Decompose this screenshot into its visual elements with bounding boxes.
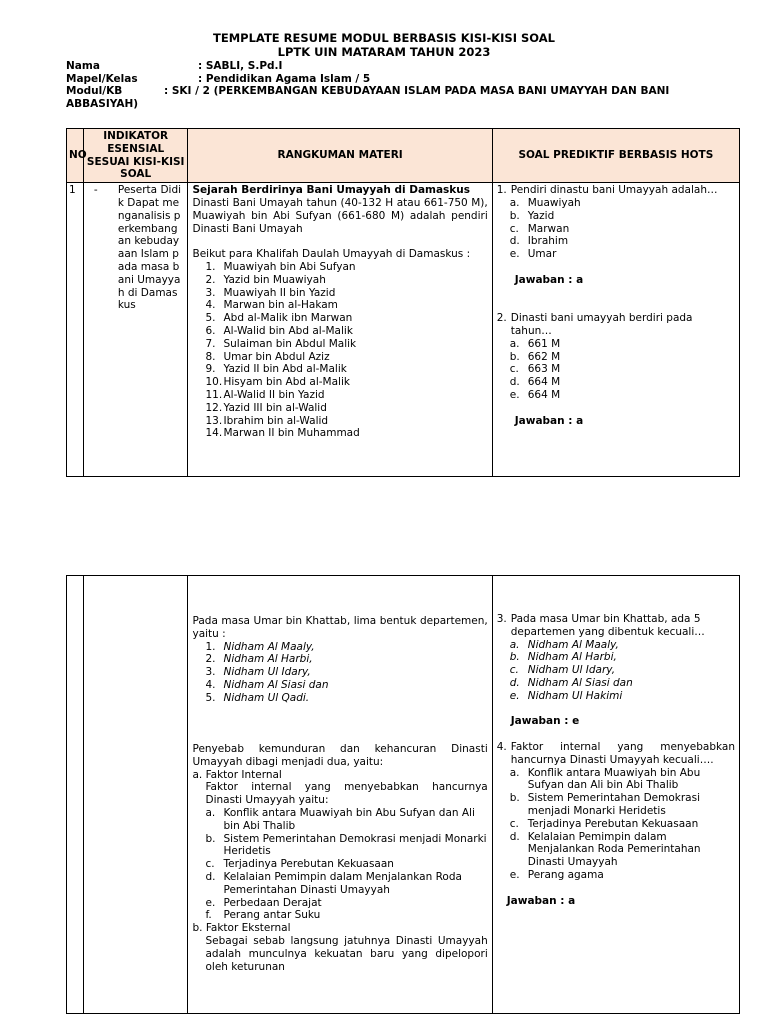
option-item-text: 662 M	[527, 350, 561, 363]
materi-paragraph: Penyebab kemunduran dan kehancuran Dinasti Umayyah dibagi menjadi dua, yaitu:	[192, 742, 488, 768]
khalifah-item	[205, 389, 487, 402]
khalifah-item-marker: 10.	[205, 376, 223, 389]
internal-factor-item	[205, 807, 487, 833]
option-item-text: 663 M	[527, 363, 561, 376]
faktor-internal-text: Faktor internal yang menyebabkan hancurnya Dinasti Umayyah yaitu:	[205, 781, 488, 807]
soal-cell	[492, 183, 739, 477]
khalifah-item-marker: 4.	[205, 299, 216, 312]
resume-table-page-1	[66, 128, 740, 477]
khalifah-item	[205, 299, 487, 312]
option-item-marker: c.	[509, 222, 519, 235]
materi-paragraph: Dinasti Bani Umayah tahun (40-132 H atau 661-750 M), Muawiyah bin Abi Sufyan (661-680 M) adalah pendiri Dinasti Bani Umayah	[192, 196, 488, 235]
departemen-item-marker: 1.	[205, 640, 216, 653]
indikator-cell	[83, 183, 188, 477]
question-text: Faktor internal yang menyebabkan hancurnya Dinasti Umayyah kecuali….	[510, 740, 735, 766]
option-item-marker: e.	[509, 868, 520, 881]
question-text: Pendiri dinastu bani Umayyah adalah…	[510, 184, 718, 197]
option-item	[510, 664, 735, 677]
answer: Jawaban : a	[514, 414, 584, 427]
khalifah-item-text: Yazid bin Muawiyah	[223, 273, 326, 286]
title-line-1: TEMPLATE RESUME MODUL BERBASIS KISI-KISI SOAL	[213, 31, 555, 45]
departemen-item-text: Nidham Ul Qadi.	[223, 691, 310, 704]
materi-paragraph: Pada masa Umar bin Khattab, lima bentuk departemen, yaitu :	[192, 615, 488, 640]
faktor-internal-label: a. Faktor Internal	[192, 768, 282, 781]
internal-factor-item-marker: b.	[205, 832, 216, 845]
internal-factor-item	[205, 833, 487, 859]
option-item-marker: a.	[509, 196, 520, 209]
options-list	[497, 767, 735, 882]
answer: Jawaban : a	[506, 894, 576, 907]
modul-row	[66, 85, 726, 98]
modul-value-continued: ABBASIYAH)	[66, 97, 139, 110]
option-item-marker: b.	[509, 350, 520, 363]
header-no: NO	[67, 129, 84, 183]
options-list	[497, 338, 735, 402]
option-item	[510, 389, 735, 402]
khalifah-item-marker: 5.	[205, 312, 216, 325]
option-item-text: Sistem Pemerintahan Demokrasi menjadi Monarki Heridetis	[527, 792, 700, 817]
khalifah-item-marker: 8.	[205, 350, 216, 363]
internal-list	[192, 807, 487, 922]
khalifah-item-marker: 2.	[205, 273, 216, 286]
khalifah-item	[205, 274, 487, 287]
option-item-marker: d.	[509, 676, 520, 689]
departemen-item-text: Nidham Al Siasi dan	[223, 678, 329, 691]
modul-value: : SKI / 2 (PERKEMBANGAN KEBUDAYAAN ISLAM PADA MASA BANI UMAYYAH DAN BANI	[164, 85, 670, 98]
option-item-marker: c.	[509, 817, 519, 830]
option-item-text: Nidham Al Siasi dan	[527, 676, 633, 689]
option-item	[510, 210, 735, 223]
option-item-marker: a.	[509, 766, 520, 779]
mapel-row	[66, 73, 726, 86]
internal-factor-item-marker: d.	[205, 870, 216, 883]
option-item	[510, 639, 735, 652]
option-item-text: Perang agama	[527, 868, 604, 881]
khalifah-item	[205, 427, 487, 440]
departemen-item-text: Nidham Ul Idary,	[223, 666, 311, 679]
khalifah-item-marker: 12.	[205, 401, 223, 414]
option-item-text: Yazid	[527, 209, 555, 222]
materi-cell	[188, 576, 492, 1014]
title-line-2: LPTK UIN MATARAM TAHUN 2023	[277, 44, 491, 59]
option-item-text: Nidham Al Maaly,	[527, 638, 619, 651]
nama-row	[66, 60, 726, 73]
internal-factor-item	[205, 871, 487, 897]
row-number: 1	[67, 183, 84, 477]
question-4: 4. Faktor internal yang menyebabkan hancurnya Dinasti Umayyah kecuali….	[496, 740, 735, 766]
table-header-row	[67, 129, 740, 183]
option-item-marker: a.	[509, 638, 520, 651]
option-item	[510, 869, 735, 882]
option-item	[510, 677, 735, 690]
khalifah-item-text: Marwan bin al-Hakam	[223, 299, 338, 312]
khalifah-item	[205, 415, 487, 428]
khalifah-item	[205, 402, 487, 415]
modul-label: Modul/KB	[66, 85, 123, 98]
khalifah-item-marker: 14.	[205, 427, 223, 440]
khalifah-item	[205, 261, 487, 274]
departemen-item-text: Nidham Al Maaly,	[223, 640, 315, 653]
option-item	[510, 235, 735, 248]
nama-value: : SABLI, S.Pd.I	[198, 60, 283, 72]
options-list	[497, 197, 735, 261]
option-item-text: Ibrahim	[527, 235, 569, 248]
departemen-item-marker: 2.	[205, 653, 216, 666]
option-item-marker: c.	[509, 363, 519, 376]
khalifah-item-text: Yazid III bin al-Walid	[223, 401, 327, 414]
option-item-text: 664 M	[527, 376, 561, 389]
khalifah-list	[192, 261, 487, 440]
option-item	[510, 248, 735, 261]
khalifah-item-text: Abd al-Malik ibn Marwan	[223, 312, 353, 325]
departemen-item-marker: 4.	[205, 678, 216, 691]
option-item	[510, 376, 735, 389]
option-item-text: Nidham Ul Hakimi	[527, 689, 623, 702]
option-item-text: Konflik antara Muawiyah bin Abu Sufyan dan Ali bin Abi Thalib	[527, 766, 701, 792]
indikator-cell-empty	[83, 576, 188, 1014]
option-item	[510, 651, 735, 664]
option-item-text: Marwan	[527, 222, 570, 235]
khalifah-item-marker: 6.	[205, 324, 216, 337]
option-item-text: Terjadinya Perebutan Kekuasaan	[527, 817, 699, 830]
option-item	[510, 223, 735, 236]
option-item-marker: b.	[509, 792, 520, 805]
khalifah-item	[205, 376, 487, 389]
khalifah-item-text: Muawiyah II bin Yazid	[223, 286, 336, 299]
option-item	[510, 767, 735, 793]
option-item-marker: e.	[509, 689, 520, 702]
question-2: 2. Dinasti bani umayyah berdiri pada tahun…	[497, 312, 735, 338]
option-item-text: Muawiyah	[527, 196, 581, 209]
khalifah-item-marker: 3.	[205, 286, 216, 299]
header-rangkuman: RANGKUMAN MATERI	[188, 129, 492, 183]
option-item-marker: e.	[509, 388, 520, 401]
khalifah-item	[205, 363, 487, 376]
option-item	[510, 338, 735, 351]
option-item	[510, 351, 735, 364]
materi-title: Sejarah Berdirinya Bani Umayyah di Damaskus	[192, 184, 471, 197]
internal-factor-item	[205, 909, 487, 922]
internal-factor-item-text: Perbedaan Derajat	[223, 896, 322, 909]
option-item	[510, 792, 735, 818]
khalifah-item-text: Ibrahim bin al-Walid	[223, 414, 329, 427]
option-item	[510, 363, 735, 376]
internal-factor-item-marker: c.	[205, 858, 215, 871]
option-item-marker: b.	[509, 651, 520, 664]
question-3: 3. Pada masa Umar bin Khattab, ada 5 departemen yang dibentuk kecuali…	[497, 613, 735, 639]
departemen-item	[205, 641, 487, 654]
departemen-item	[205, 653, 487, 666]
option-item-marker: d.	[509, 830, 520, 843]
option-item-text: Nidham Al Harbi,	[527, 651, 617, 664]
question-text: Pada masa Umar bin Khattab, ada 5 departemen yang dibentuk kecuali…	[510, 613, 705, 638]
option-item	[510, 197, 735, 210]
answer: Jawaban : a	[514, 273, 584, 286]
option-item-text: Kelalaian Pemimpin dalam Menjalankan Roda Pemerintahan Dinasti Umayyah	[527, 830, 701, 869]
option-item-marker: d.	[509, 376, 520, 389]
option-item-text: 664 M	[527, 388, 561, 401]
materi-cell	[188, 183, 492, 477]
indikator-text: Peserta Didik Dapat menganalisis perkembangan kebudayaan Islam pada masa bani Umayyah di Damaskus	[117, 184, 182, 312]
internal-factor-item-text: Sistem Pemerintahan Demokrasi menjadi Monarki Heridetis	[223, 832, 487, 858]
khalifah-item-text: Al-Walid bin Abd al-Malik	[223, 324, 353, 337]
option-item	[510, 831, 735, 869]
departemen-item-marker: 5.	[205, 691, 216, 704]
options-list	[497, 639, 735, 703]
khalifah-item	[205, 351, 487, 364]
question-1: 1. Pendiri dinastu bani Umayyah adalah…	[497, 184, 735, 197]
khalifah-item-marker: 13.	[205, 414, 223, 427]
khalifah-item-marker: 9.	[205, 363, 216, 376]
departemen-list	[192, 641, 487, 705]
departemen-item-marker: 3.	[205, 666, 216, 679]
soal-cell	[492, 576, 739, 1014]
faktor-eksternal-text: Sebagai sebab langsung jatuhnya Dinasti Umayyah adalah munculnya kekuatan baru yang dipelopori oleh keturunan	[205, 934, 488, 973]
faktor-eksternal-label: b. Faktor Eksternal	[192, 922, 291, 935]
mapel-value: : Pendidikan Agama Islam / 5	[198, 72, 371, 85]
khalifah-item	[205, 338, 487, 351]
mapel-label: Mapel/Kelas	[66, 72, 138, 85]
option-item-text: 661 M	[527, 337, 561, 350]
question-text: Dinasti bani umayyah berdiri pada tahun…	[510, 312, 693, 337]
option-item-text: Umar	[527, 248, 557, 261]
materi-paragraph: Beikut para Khalifah Daulah Umayyah di Damaskus :	[192, 248, 471, 261]
option-item-marker: e.	[509, 248, 520, 261]
khalifah-item-marker: 11.	[205, 388, 223, 401]
option-item-marker: b.	[509, 209, 520, 222]
khalifah-item-text: Sulaiman bin Abdul Malik	[223, 337, 357, 350]
internal-factor-item-text: Terjadinya Perebutan Kekuasaan	[223, 858, 394, 871]
internal-factor-item-text: Konflik antara Muawiyah bin Abu Sufyan dan Ali bin Abi Thalib	[223, 806, 475, 832]
internal-factor-item	[205, 858, 487, 871]
internal-factor-item-marker: a.	[205, 806, 216, 819]
khalifah-item-text: Umar bin Abdul Aziz	[223, 350, 330, 363]
internal-factor-item-text: Kelalaian Pemimpin dalam Menjalankan Roda Pemerintahan Dinasti Umayyah	[223, 870, 462, 896]
table-row	[67, 183, 740, 477]
nama-label: Nama	[66, 60, 100, 72]
departemen-item	[205, 666, 487, 679]
khalifah-item	[205, 312, 487, 325]
departemen-item	[205, 679, 487, 692]
khalifah-item-text: Yazid II bin Abd al-Malik	[223, 363, 347, 376]
khalifah-item-text: Marwan II bin Muhammad	[223, 427, 360, 440]
internal-factor-item	[205, 897, 487, 910]
khalifah-item-text: Al-Walid II bin Yazid	[223, 388, 325, 401]
document-title	[0, 32, 768, 59]
header-soal: SOAL PREDIKTIF BERBASIS HOTS	[492, 129, 739, 183]
row-number-empty	[67, 576, 84, 1014]
internal-factor-item-marker: e.	[205, 896, 216, 909]
option-item	[510, 818, 735, 831]
table-row	[67, 576, 740, 1014]
indikator-bullet: -	[93, 184, 98, 197]
internal-factor-item-text: Perang antar Suku	[223, 909, 321, 922]
resume-table-page-2	[66, 575, 740, 1014]
option-item	[510, 690, 735, 703]
header-indikator: INDIKATOR ESENSIAL SESUAI KISI-KISI SOAL	[83, 129, 188, 183]
khalifah-item	[205, 287, 487, 300]
answer: Jawaban : e	[510, 715, 580, 728]
identity-block	[66, 60, 726, 110]
khalifah-item	[205, 325, 487, 338]
internal-factor-item-marker: f.	[205, 909, 212, 922]
option-item-marker: a.	[509, 337, 520, 350]
khalifah-item-marker: 7.	[205, 337, 216, 350]
departemen-item-text: Nidham Al Harbi,	[223, 653, 313, 666]
option-item-marker: c.	[509, 664, 519, 677]
khalifah-item-text: Hisyam bin Abd al-Malik	[223, 376, 350, 389]
departemen-item	[205, 692, 487, 705]
khalifah-item-marker: 1.	[205, 260, 216, 273]
option-item-text: Nidham Ul Idary,	[527, 664, 616, 677]
khalifah-item-text: Muawiyah bin Abi Sufyan	[223, 260, 356, 273]
option-item-marker: d.	[509, 235, 520, 248]
